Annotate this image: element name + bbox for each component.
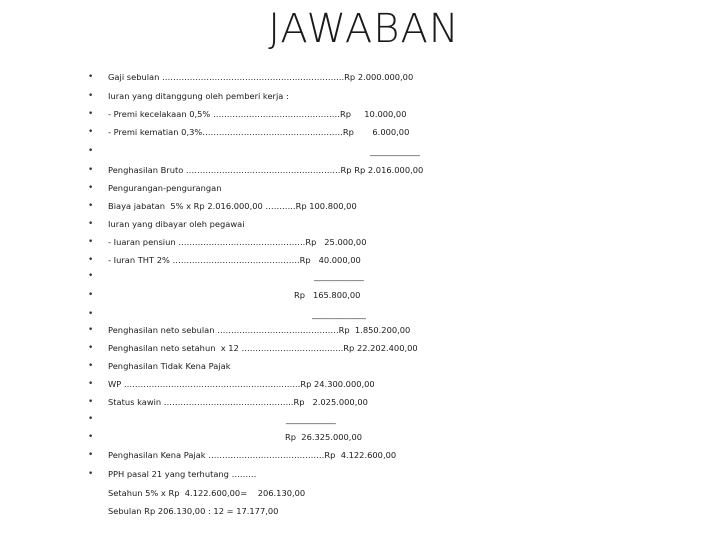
line-text: Rp 165.800,00 <box>294 290 361 300</box>
line-text: Setahun 5% x Rp 4.122.600,00= 206.130,00 <box>108 488 306 498</box>
line-text: Gaji sebulan ………………………………………….……………..Rp 2.000.000,00 <box>108 72 414 82</box>
underline-rule: ____________ <box>370 146 420 156</box>
list-item <box>0 410 720 428</box>
line-text: Pengurangan-pengurangan <box>108 183 222 193</box>
bullet-icon: • <box>88 309 94 319</box>
bullet-icon: • <box>88 290 94 300</box>
bullet-icon: • <box>88 325 94 335</box>
list-item <box>0 87 720 105</box>
list-item <box>0 123 720 141</box>
line-text: Sebulan Rp 206.130,00 : 12 = 17.177,00 <box>108 506 279 516</box>
line-text: Status kawin ………………………………………..Rp 2.025.000,00 <box>108 397 368 407</box>
bullet-icon: • <box>88 432 94 442</box>
line-text: - Premi kematian 0,3%…………………………….……..………Rp 6.000,00 <box>108 127 410 137</box>
list-item <box>0 339 720 357</box>
line-text: Penghasilan neto setahun x 12 …………………………..…..Rp 22.202.400,00 <box>108 343 418 353</box>
line-text: Iuran yang dibayar oleh pegawai <box>108 219 245 229</box>
bullet-icon: • <box>88 72 94 82</box>
line-text: Penghasilan Kena Pajak ……………………………………Rp 4.122.600,00 <box>108 450 397 460</box>
line-text: WP ………………………………………………..……..Rp 24.300.000,00 <box>108 379 375 389</box>
line-text: Rp 26.325.000,00 <box>285 432 363 442</box>
bullet-icon: • <box>88 379 94 389</box>
list-item <box>0 215 720 233</box>
list-item <box>0 484 720 502</box>
bullet-icon: • <box>88 397 94 407</box>
bullet-icon: • <box>88 255 94 265</box>
bullet-icon: • <box>88 343 94 353</box>
line-text: Penghasilan neto sebulan ………………………….………….Rp 1.850.200,00 <box>108 325 411 335</box>
line-text: Biaya jabatan 5% x Rp 2.016.000,00 ………..Rp 100.800,00 <box>108 201 357 211</box>
list-item <box>0 465 720 483</box>
bullet-icon: • <box>88 450 94 460</box>
bullet-icon: • <box>88 361 94 371</box>
line-text: Penghasilan Tidak Kena Pajak <box>108 361 231 371</box>
bullet-icon: • <box>88 183 94 193</box>
bullet-icon: • <box>88 146 94 156</box>
list-item <box>0 233 720 251</box>
list-item <box>0 286 720 304</box>
list-item <box>0 197 720 215</box>
bullet-icon: • <box>88 201 94 211</box>
list-item <box>0 446 720 464</box>
list-item <box>0 375 720 393</box>
underline-rule: ____________ <box>286 414 336 424</box>
line-text: Penghasilan Bruto ……………………………….…….…………Rp Rp 2.016.000,00 <box>108 165 424 175</box>
bullet-icon: • <box>88 91 94 101</box>
bullet-icon: • <box>88 237 94 247</box>
line-text: - Iuaran pensiun ……………………………………….Rp 25.000,00 <box>108 237 367 247</box>
list-item <box>0 105 720 123</box>
list-item <box>0 161 720 179</box>
list-item <box>0 357 720 375</box>
list-item <box>0 502 720 520</box>
list-item <box>0 142 720 160</box>
list-item <box>0 393 720 411</box>
list-item <box>0 321 720 339</box>
list-item <box>0 179 720 197</box>
line-text: - Iuran THT 2% ……………………………………….Rp 40.000,00 <box>108 255 361 265</box>
bullet-icon: • <box>88 219 94 229</box>
line-text: Iuran yang ditanggung oleh pemberi kerja : <box>108 91 289 101</box>
page-title: JAWABAN <box>268 6 460 52</box>
line-text: - Premi kecelakaan 0,5% ……………………………….………Rp 10.000,00 <box>108 109 407 119</box>
underline-rule: _____________ <box>312 309 366 319</box>
bullet-icon: • <box>88 271 94 281</box>
list-item <box>0 267 720 285</box>
line-text: PPH pasal 21 yang terhutang ……… <box>108 469 257 479</box>
bullet-icon: • <box>88 165 94 175</box>
bullet-icon: • <box>88 414 94 424</box>
bullet-icon: • <box>88 109 94 119</box>
bullet-icon: • <box>88 469 94 479</box>
underline-rule: ____________ <box>314 271 364 281</box>
bullet-icon: • <box>88 127 94 137</box>
list-item <box>0 68 720 86</box>
list-item <box>0 428 720 446</box>
